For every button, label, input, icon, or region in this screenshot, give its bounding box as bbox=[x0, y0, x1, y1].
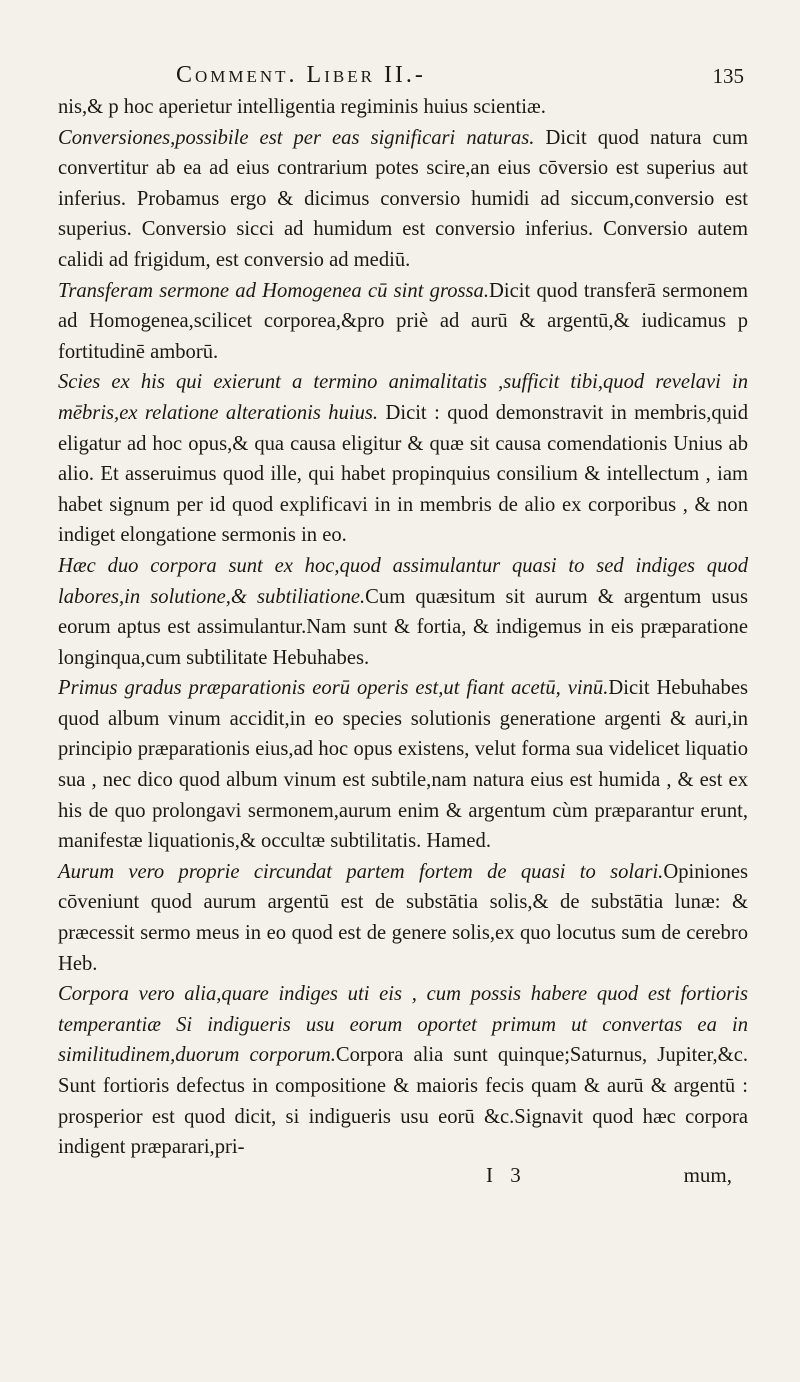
lemma-text: Aurum vero proprie circundat partem fortem de quasi to solari. bbox=[58, 860, 664, 883]
signature-mark: I 3 bbox=[486, 1162, 527, 1187]
page-number: 135 bbox=[712, 64, 744, 88]
paragraph bbox=[58, 123, 748, 276]
paragraph-text: Opiniones cōveniunt quod aurum argentū est de substātia solis,& de substātia lunæ: & præcessit sermo meus in eo quod est de genere solis,ex quo locutus sum de cerebro Heb. bbox=[58, 860, 748, 975]
body-text bbox=[58, 92, 748, 1163]
paragraph-text: Dicit quod natura cum convertitur ab ea ad eius contrarium potes scire,an eius cōversio est superius aut inferius. Probamus ergo & dicimus conversio humidi ad siccum,conversio est superius. Conversio sicci ad humidum est conversio inferius. Conversio autem calidi ad frigidum, est conversio ad mediū. bbox=[58, 126, 748, 271]
paragraph-text: Dicit : quod demonstravit in membris,quid eligatur ad hoc opus,& qua causa eligitur & quæ sit causa comendationis Unius ab alio. Et asseruimus quod ille, qui habet propinquius consilium & intellectum , iam habet signum per id quod explificavi in in membris de alio ex corporibus , & non indiget elongatione sermonis in eo. bbox=[58, 401, 748, 547]
paragraph bbox=[58, 276, 748, 368]
paragraph-text: nis,& p hoc aperietur intelligentia regiminis huius scientiæ. bbox=[58, 96, 546, 118]
paragraph bbox=[58, 979, 748, 1163]
paragraph-text: Corpora alia sunt quinque;Saturnus, Jupiter,&c. Sunt fortioris defectus in compositione & maioris fecis quam & aurū & argentū : prosperior est quod dicit, si indigueris usu eorū &c.Signavit quod hæc corpora indigent præparari,pri- bbox=[58, 1044, 748, 1159]
lemma-text: Hæc duo corpora sunt ex hoc,quod assimulantur quasi to sed indiges quod labores,in solutione,& subtiliatione. bbox=[58, 554, 748, 608]
lemma-text: Primus gradus præparationis eorū operis est,ut fiant acetū, vinū. bbox=[58, 677, 609, 700]
catchword: mum, bbox=[683, 1162, 732, 1187]
paragraph bbox=[58, 673, 748, 857]
lemma-text: Corpora vero alia,quare indiges uti eis , cum possis habere quod est fortioris temperantiæ Si indigueris usu eorum oportet primum ut convertas ea in similitudinem,duorum corporum. bbox=[58, 983, 748, 1067]
paragraph-text: Dicit Hebuhabes quod album vinum accidit,in eo species solutionis generatione argenti & auri,in principio præparationis eius,ad hoc opus existens, velut forma sua videlicet liquatio sua , nec dico quod album vinum est subtile,nam natura eius est humida , & est ex his de quo prolongavi sermonem,aurum enim & argentum cùm præparantur erunt, manifestæ liquationis,& occultæ subtilitatis. Hamed. bbox=[58, 677, 748, 853]
running-head: Comment. Liber II.- bbox=[176, 62, 426, 88]
paragraph-text: Dicit quod transferā sermonem ad Homogenea,scilicet corporea,&pro priè ad aurū & argentū,& iudicamus p fortitudinē amborū. bbox=[58, 279, 749, 363]
lemma-text: Transferam sermone ad Homogenea cū sint grossa. bbox=[58, 279, 490, 302]
page-header bbox=[58, 62, 748, 88]
paragraph bbox=[58, 92, 748, 123]
lemma-text: Scies ex his qui exierunt a termino animalitatis ,sufficit tibi,quod revelavi in mēbris,ex relatione alterationis huius. bbox=[58, 371, 748, 424]
paragraph bbox=[58, 367, 748, 551]
page-footer bbox=[58, 1163, 748, 1193]
paragraph bbox=[58, 551, 748, 673]
lemma-text: Conversiones,possibile est per eas significari naturas. bbox=[58, 126, 535, 149]
paragraph-text: Cum quæsitum sit aurum & argentum usus eorum aptus est assimulantur.Nam sunt & fortia, & indigemus in eis præparatione longinqua,cum subtilitate Hebuhabes. bbox=[58, 585, 748, 669]
paragraph bbox=[58, 857, 748, 979]
